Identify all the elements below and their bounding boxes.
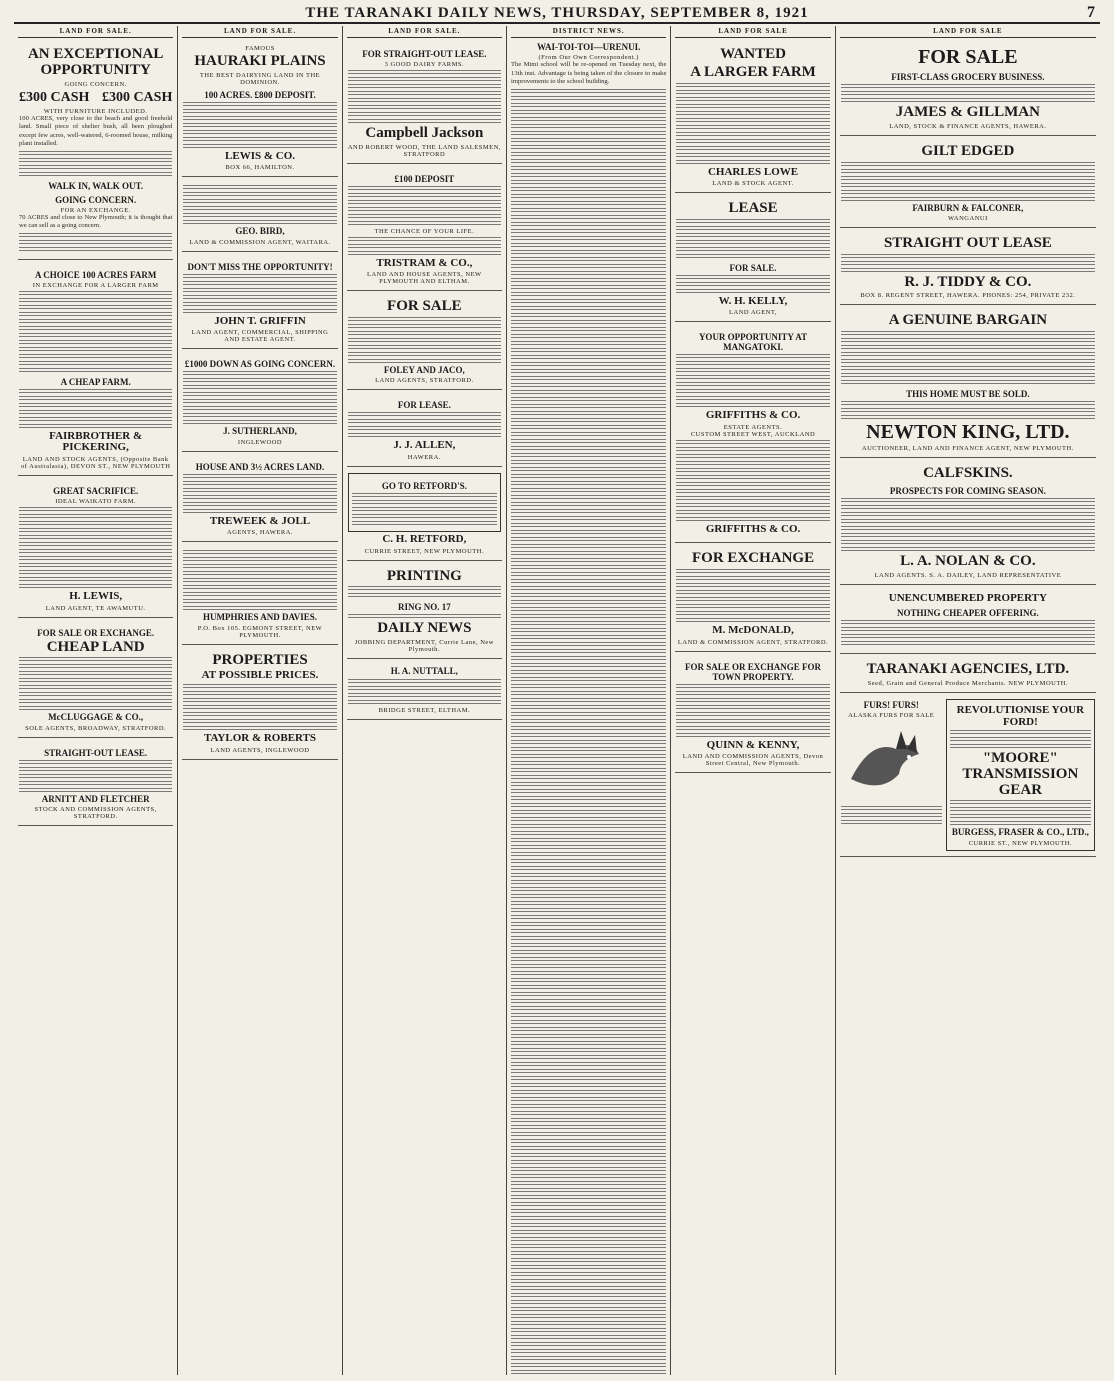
ad-subtitle: ALASKA FURS FOR SALE xyxy=(848,712,935,720)
agent-name: QUINN & KENNY, xyxy=(706,738,800,751)
agent-name: C. H. RETFORD, xyxy=(382,533,467,546)
agent-name: McCLUGGAGE & CO., xyxy=(48,712,144,723)
ad-furs-and-moore-gear xyxy=(840,696,1096,857)
column-6 xyxy=(836,26,1100,1375)
agent-address: AGENTS, HAWERA. xyxy=(227,529,294,537)
ad-nuttall xyxy=(347,662,502,719)
agent-address: LAND & COMMISSION AGENT, WAITARA. xyxy=(189,238,331,246)
ad-subtitle: THE CHANCE OF YOUR LIFE. xyxy=(374,227,475,235)
ad-deposit xyxy=(347,167,502,292)
ad-subtitle: WITH FURNITURE INCLUDED. xyxy=(43,107,148,115)
ad-heading: A CHEAP FARM. xyxy=(60,376,131,387)
ad-heading: £1000 DOWN AS GOING CONCERN. xyxy=(184,359,336,370)
agent-name: BURGESS, FRASER & CO., LTD., xyxy=(951,827,1089,838)
agent-address: SOLE AGENTS, BROADWAY, STRATFORD. xyxy=(25,724,167,732)
ad-heading: DON'T MISS THE OPPORTUNITY! xyxy=(187,261,333,272)
ad-subtitle: THE BEST DAIRYING LAND IN THE DOMINION. xyxy=(199,71,321,86)
ad-heading: FOR SALE OR EXCHANGE. xyxy=(37,627,155,638)
column-heading: LAND FOR SALE. xyxy=(182,26,337,38)
column-heading: LAND FOR SALE xyxy=(840,26,1096,38)
agent-name: FOLEY AND JACO, xyxy=(383,365,465,376)
ad-title: FOR EXCHANGE xyxy=(692,550,815,567)
ad-town-property xyxy=(675,655,830,774)
agent-address: LAND & COMMISSION AGENT, STRATFORD. xyxy=(677,638,829,646)
agent-name: CHARLES LOWE xyxy=(707,165,799,178)
ad-bird xyxy=(182,180,337,251)
column-heading: LAND FOR SALE xyxy=(675,26,830,38)
ad-choice-farm xyxy=(18,263,173,476)
ad-cheap-land xyxy=(18,621,173,738)
ad-wanted xyxy=(675,42,830,193)
column-4 xyxy=(507,26,671,1375)
agent-address: LAND AGENTS, INGLEWOOD xyxy=(210,746,310,754)
agent-address: JOBBING DEPARTMENT, Currie Lane, New Plymouth. xyxy=(354,639,494,654)
ad-humphries xyxy=(182,545,337,644)
ad-heading: GO TO RETFORD'S. xyxy=(381,481,467,492)
ad-gilt-edged xyxy=(840,139,1096,228)
price-left: £300 CASH xyxy=(19,89,90,105)
agent-address: LAND AND STOCK AGENTS, (Opposite Bank of Australasia), DEVON ST., NEW PLYMOUTH xyxy=(20,455,171,470)
agent-name: GEO. BIRD, xyxy=(235,226,285,237)
ad-genuine-bargain xyxy=(840,308,1096,458)
column-heading: LAND FOR SALE. xyxy=(18,26,173,38)
agent-name: Campbell Jackson xyxy=(365,125,484,141)
ad-heading: A CHOICE 100 ACRES FARM xyxy=(35,269,157,280)
agent-address: LAND, STOCK & FINANCE AGENTS, HAWERA. xyxy=(889,122,1047,130)
agent-name: J. SUTHERLAND, xyxy=(223,426,297,437)
ad-price: 100 ACRES. £800 DEPOSIT. xyxy=(204,89,316,100)
ad-body: 70 ACRES and close to New Plymouth; it is thought that we can sell as a going concern. xyxy=(19,213,173,230)
ad-subtitle: AT POSSIBLE PRICES. xyxy=(201,669,319,682)
agent-address: CURRIE ST., NEW PLYMOUTH. xyxy=(968,839,1073,847)
agent-name: GRIFFITHS & CO. xyxy=(705,522,801,535)
column-heading: LAND FOR SALE. xyxy=(347,26,502,38)
ad-heading: YOUR OPPORTUNITY AT MANGATOKI. xyxy=(698,332,808,353)
agent-name: TREWEEK & JOLL xyxy=(209,514,311,527)
ad-subtitle: A LARGER FARM xyxy=(690,63,816,80)
byline: (From Our Own Correspondent.) xyxy=(538,54,639,61)
ad-heading: FOR SALE. xyxy=(729,262,777,273)
ad-title: AN EXCEPTIONAL OPPORTUNITY xyxy=(27,46,164,78)
agent-name: JOHN T. GRIFFIN xyxy=(214,314,306,327)
ad-heading: GOING CONCERN. xyxy=(55,194,137,205)
ad-title: CHEAP LAND xyxy=(46,638,145,655)
ad-house-land xyxy=(182,455,337,543)
agent-name: LEWIS & CO. xyxy=(225,149,296,162)
ad-great-sacrifice xyxy=(18,479,173,618)
ad-title: HAURAKI PLAINS xyxy=(194,53,326,69)
ad-taranaki-agencies xyxy=(840,657,1096,693)
ad-title: WANTED xyxy=(720,46,786,62)
agent-name: FAIRBURN & FALCONER, xyxy=(912,202,1024,213)
agent-name: TRISTRAM & CO., xyxy=(376,256,473,269)
agent-address: LAND AND HOUSE AGENTS, NEW PLYMOUTH AND ELTHAM. xyxy=(367,271,482,286)
ad-title: A GENUINE BARGAIN xyxy=(888,312,1048,329)
masthead xyxy=(14,4,1100,24)
ad-heading: RING NO. 17 xyxy=(397,602,451,613)
agent-address: LAND AND COMMISSION AGENTS, Devon Street Central, New Plymouth. xyxy=(682,753,824,768)
ad-heading: FIRST-CLASS GROCERY BUSINESS. xyxy=(891,72,1045,82)
fox-illustration-icon xyxy=(841,719,927,799)
ad-heading: FOR SALE OR EXCHANGE FOR TOWN PROPERTY. xyxy=(685,661,822,682)
agent-address: BOX 8. REGENT STREET, HAWERA. PHONES: 254, PRIVATE 232. xyxy=(860,292,1076,300)
agent-address: WANGANUI xyxy=(948,214,988,222)
agent-address: LAND AGENT, TE AWAMUTU. xyxy=(45,604,146,612)
ad-heading: PROSPECTS FOR COMING SEASON. xyxy=(889,485,1046,496)
agent-address: AUCTIONEER, LAND AND FINANCE AGENT, NEW PLYMOUTH. xyxy=(861,445,1074,453)
agent-name: HUMPHRIES AND DAVIES. xyxy=(202,612,318,623)
ad-printing xyxy=(347,564,502,660)
agent-name: GRIFFITHS & CO. xyxy=(705,409,801,422)
agent-address: P.O. Box 105. EGMONT STREET, NEW PLYMOUTH. xyxy=(197,624,323,639)
ad-subtitle: 3 GOOD DAIRY FARMS. xyxy=(384,61,465,68)
column-2 xyxy=(178,26,342,1375)
column-5 xyxy=(671,26,835,1375)
page-number: 7 xyxy=(1087,4,1096,21)
ad-title: PROPERTIES xyxy=(212,651,308,668)
ad-title: FOR SALE xyxy=(387,298,462,315)
ad-title: PRINTING xyxy=(386,567,462,584)
ad-straight-out-lease xyxy=(840,231,1096,306)
ad-going-concern xyxy=(182,352,337,451)
agent-name: L. A. NOLAN & CO. xyxy=(900,552,1036,569)
ad-heading: GREAT SACRIFICE. xyxy=(53,485,139,496)
ad-subtitle: IN EXCHANGE FOR A LARGER FARM xyxy=(32,281,159,289)
ad-subtitle: IDEAL WAIKATO FARM. xyxy=(55,497,137,505)
ad-title: GILT EDGED xyxy=(921,142,1015,159)
agent-name: DAILY NEWS xyxy=(377,620,472,637)
ad-title: FURS! FURS! xyxy=(863,699,919,710)
ad-straight-out-lease xyxy=(347,42,502,164)
ad-unencumbered xyxy=(840,588,1096,655)
agent-address: HAWERA. xyxy=(407,454,441,462)
ad-heading: STRAIGHT-OUT LEASE. xyxy=(44,747,148,758)
agent-address: BRIDGE STREET, ELTHAM. xyxy=(378,706,471,714)
ad-heading: NOTHING CHEAPER OFFERING. xyxy=(896,608,1039,619)
ad-for-exchange xyxy=(675,546,830,651)
agent-address: AND ROBERT WOOD, THE LAND SALESMEN, STRATFORD xyxy=(347,143,501,158)
column-heading: DISTRICT NEWS. xyxy=(511,26,666,38)
ad-properties xyxy=(182,648,337,760)
ad-lease xyxy=(675,196,830,322)
agent-name: W. H. KELLY, xyxy=(718,294,788,307)
article-body: The Mimi school will be re-opened on Tuesday next, the 13th inst. Advantage is being taken of the closure to make improvements to the school building. xyxy=(511,61,667,86)
agent-address: CURRIE STREET, NEW PLYMOUTH. xyxy=(364,547,485,555)
columns xyxy=(14,26,1100,1375)
agent-name: NEWTON KING, LTD. xyxy=(866,421,1070,444)
ad-for-lease xyxy=(347,393,502,467)
ad-heading: FOR LEASE. xyxy=(397,400,451,411)
agent-address: Seed, Grain and General Produce Merchants. NEW PLYMOUTH. xyxy=(867,679,1069,687)
ad-hauraki-plains xyxy=(182,42,337,177)
ad-title: REVOLUTIONISE YOUR FORD! xyxy=(956,703,1085,728)
place-heading: WAI-TOI-TOI—URENUI. xyxy=(536,42,641,52)
ad-retford xyxy=(347,470,502,561)
ad-title: UNENCUMBERED PROPERTY xyxy=(888,591,1047,604)
ad-heading: THIS HOME MUST BE SOLD. xyxy=(906,389,1030,400)
ad-for-sale xyxy=(347,294,502,390)
agent-address: INGLEWOOD xyxy=(237,438,283,446)
ad-heading: FOR STRAIGHT-OUT LEASE. xyxy=(362,49,487,59)
ad-subtitle: GOING CONCERN. xyxy=(64,80,127,88)
ad-grocery-business xyxy=(840,42,1096,136)
ad-tagline: WALK IN, WALK OUT. xyxy=(48,180,144,191)
agent-address: CUSTOM STREET WEST, AUCKLAND xyxy=(690,430,816,438)
ad-title: LEASE xyxy=(728,200,778,217)
ad-heading: £100 DEPOSIT xyxy=(394,173,455,184)
agent-address: LAND AGENTS. S. A. DAILEY, LAND REPRESENTATIVE xyxy=(874,571,1062,579)
ad-body: 100 ACRES, very close to the beach and good freehold land. Small piece of shelter bush, all been ploughed except few acres, well-watered, 6-roomed house, milking plant installed. xyxy=(19,114,173,148)
ad-exceptional-opportunity xyxy=(18,42,173,260)
agent-name: H. LEWIS, xyxy=(69,589,123,602)
masthead-title: THE TARANAKI DAILY NEWS, THURSDAY, SEPTEMBER 8, 1921 xyxy=(305,4,809,21)
ad-mangatoki xyxy=(675,325,830,543)
agent-name: TAYLOR & ROBERTS xyxy=(203,732,317,744)
agent-address: LAND AGENT, xyxy=(729,309,778,317)
ad-subtitle: FOR AN EXCHANGE. xyxy=(60,206,131,214)
ad-calfskins xyxy=(840,461,1096,585)
ad-dont-miss xyxy=(182,255,337,350)
ad-kicker: FAMOUS xyxy=(245,45,275,52)
agent-name: J. J. ALLEN, xyxy=(393,439,456,452)
agent-name: TARANAKI AGENCIES, LTD. xyxy=(866,661,1070,678)
ad-title: FOR SALE xyxy=(918,46,1018,68)
agent-address: LAND AGENTS, STRATFORD. xyxy=(375,377,474,385)
agent-name: ARNITT AND FLETCHER xyxy=(41,793,150,804)
ad-heading: HOUSE AND 3½ ACRES LAND. xyxy=(195,461,325,472)
price-right: £300 CASH xyxy=(101,89,173,105)
ad-heading: "MOORE" TRANSMISSION GEAR xyxy=(962,750,1079,798)
price-row xyxy=(19,90,172,106)
agent-address: LAND AGENT, COMMERCIAL, SHIPPING AND ESTATE AGENT. xyxy=(191,329,329,344)
ad-title: STRAIGHT OUT LEASE xyxy=(883,234,1052,251)
ad-straight-out-lease xyxy=(18,741,173,826)
agent-name: M. McDONALD, xyxy=(712,624,794,637)
agent-address: LAND & STOCK AGENT. xyxy=(712,180,794,188)
agent-address: BOX 66, HAMILTON. xyxy=(225,164,295,172)
agent-name: FAIRBROTHER & PICKERING, xyxy=(49,429,143,454)
agent-name: JAMES & GILLMAN xyxy=(895,104,1040,120)
ad-title: CALFSKINS. xyxy=(923,465,1013,482)
agent-address: ESTATE AGENTS. xyxy=(723,423,783,431)
column-3 xyxy=(343,26,507,1375)
column-1 xyxy=(14,26,178,1375)
agent-name: R. J. TIDDY & CO. xyxy=(904,273,1032,290)
agent-address: STOCK AND COMMISSION AGENTS, STRATFORD. xyxy=(34,806,157,821)
agent-name: H. A. NUTTALL, xyxy=(390,666,458,677)
